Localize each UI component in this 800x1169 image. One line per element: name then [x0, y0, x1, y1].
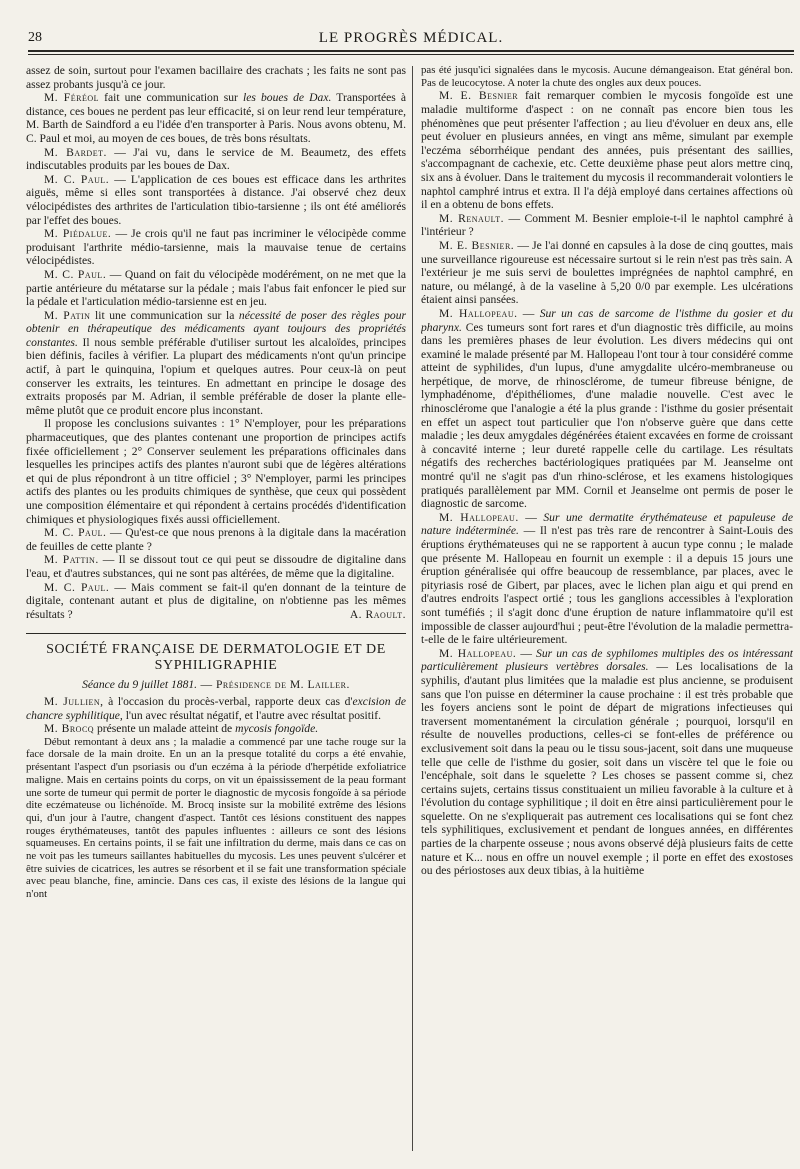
left-column [26, 64, 406, 1154]
speaker: M. E. Besnier. [439, 238, 515, 252]
session-line: Séance du 9 juillet 1881. — Présidence de M. Lailler. [82, 678, 350, 692]
speaker: M. E. Besnier [439, 89, 519, 103]
communication-title: les boues de Dax. [243, 91, 332, 105]
paragraph: M. C. Paul. — Quand on fait du vélocipède modérément, on ne met que la partie antérieure du métatarse sur la pédale ; mais l'abus fait enfoncer le pied sur la pédale et l'articulation médio-tarsienne est en jeu. [26, 267, 406, 309]
header-rule-thin [28, 54, 794, 55]
paragraph: pas été jusqu'ici signalées dans le mycosis. Aucune démangeaison. Etat général bon. Pas de leucocytose. A noter la chute des ongles aux deux pouces. [421, 64, 793, 89]
paragraph: M. Piédalue. — Je crois qu'il ne faut pas incriminer le vélocipède comme produisant l'arthrite médio-tarsienne, mais la mauvaise tenue de certains vélocipédistes. [26, 227, 406, 268]
journal-title: LE PROGRÈS MÉDICAL. [318, 30, 504, 46]
communication-title: Sur un cas de sarcome de l'isthme du gosier et du pharynx. [421, 306, 793, 334]
speaker: M. Piédalue. [44, 227, 112, 241]
paragraph: M. E. Besnier fait remarquer combien le mycosis fongoïde est une maladie multiforme d'aspect : on ne connaît pas encore bien tous les phénomènes que peut présenter l'affection ; au lieu d'évoluer en deux ans, elle peut évoluer en plusieurs années, en vingt ans même, simulant par exemple l'eczéma séborrhéique pendant des années, puis présentant des saillies, s'accompagnant de cachexie, etc. Cette deuxième phase peut alors mettre cinq, six ans à évoluer. Dans le traitement du mycosis il recommanderait volontiers le naphtol camphré intrus et extra. Il l'a déjà employé dans certaines affections où il en a obtenu de bons effets. [421, 89, 793, 212]
paragraph: M. E. Besnier. — Je l'ai donné en capsules à la dose de cinq gouttes, mais une surveillance rigoureuse est nécessaire surtout si le rein n'est pas très sain. A l'extérieur je me suis servi de boulettes imprégnées de naphtol camphré, en nature, ou mélangé, à de la vaseline à 5,20 0/0 par exemple. Les ulcérations étaient ainsi pansées. [421, 238, 793, 307]
section-title: SOCIÉTÉ FRANÇAISE DE DERMATOLOGIE ET DE SYPHILIGRAPHIE [46, 642, 386, 674]
paragraph: M. Féréol fait une communication sur les boues de Dax. Transportées à distance, ces boues ne perdent pas leur efficacité, si on leur rend leur température, M. Barth de Saindford a eu l'idée d'en transporter à Paris. Nous avons obtenu, M. C. Paul et moi, au moyen de ces boues, de très bons résultats. [26, 91, 406, 145]
communication-title: nécessité de poser des règles pour obtenir en thérapeutique des médicaments ayant toujours des propriétés constantes. [26, 308, 406, 349]
speaker: M. Patin [44, 308, 91, 322]
speaker: M. Brocq [44, 722, 95, 736]
speaker: M. Pattin. [44, 553, 99, 567]
speaker: M. C. Paul. [44, 267, 107, 281]
paragraph: M. Renault. — Comment M. Besnier emploie-t-il le naphtol camphré à l'intérieur ? [421, 211, 793, 239]
communication-title: Sur un cas de syphilomes multiples des os intéressant particulièrement plusieurs vertèbres dorsales. [421, 646, 793, 674]
paragraph: M. Hallopeau. — Sur un cas de sarcome de l'isthme du gosier et du pharynx. Ces tumeurs sont fort rares et d'un diagnostic très difficile, au moins dans les premières phases de leur évolution. Les divers médecins qui ont examiné le malade présenté par M. Hallopeau l'ont tour à tour considéré comme atteint de syphilides, d'un lupus, d'une amygdalite ulcéro-membraneuse ou herpétique, de morve, de rhinosclérome, de tumeur fibreuse bénigne, de lymphadénome, d'épithéliomes, d'une maladie nouvelle. C'est avec le rhinosclérome que l'analogie a été la plus grande : l'isthme du gosier présentait en effet un aspect tout particulier que l'on n'observe guère que dans cette maladie ; les deux amygdales dégénérées étaient excavées en forme de croissant à concavité interne ; leur dureté rappelle celle du cartilage. Les résultats négatifs des recherches bactériologiques pratiquées par M. Jeanselme ont montré qu'il ne s'agit pas d'un rhino-sclérose, et les examens histologiques pratiqués parallèlement par MM. Cornil et Jeanselme ont permis de poser le diagnostic de sarcome. [421, 306, 793, 511]
column-divider [412, 66, 413, 1151]
speaker: M. Hallopeau. [439, 646, 517, 660]
case-description: Début remontant à deux ans ; la maladie a commencé par une tache rouge sur la face dorsale de la main droite. En un an la presque totalité du corps a été envahie, présentant l'aspect d'un psoriasis ou d'un eczéma à la période d'herpétide exfoliatrice maligne. Mais en certains points du corps, on vit un épaississement de la peau formant une sorte de tumeur qui permit de porter le diagnostic de mycosis fongoïde à sa période dite eczémateuse ou lichénoïde. M. Brocq insiste sur la mobilité extrême des lésions qui, d'un jour à l'autre, changent d'aspect. Tantôt ces lésions constituent des nappes rouges érythémateuses, tantôt des papules influentes : ailleurs ce sont des lésions squameuses. En certains points, il se fait une infiltration du derme, mais dans ce cas on ne voit pas les tumeurs saillantes habituelles du mycosis. Les unes peuvent s'ulcérer et être suivies de cicatrices, les autres se résorbent et il se fait une transformation spéciale avec peau blanche, fine, amincie. Dans ces cas, il existe des lésions de la langue qui n'ont [26, 735, 406, 901]
right-column [421, 64, 793, 1154]
speaker: M. Renault. [439, 211, 505, 225]
speaker: M. Hallopeau. [439, 306, 518, 320]
paragraph: M. Pattin. — Il se dissout tout ce qui peut se dissoudre de digitaline dans l'eau, et d'autres substances, qui ne sont pas altérées, de même que la digitaline. [26, 553, 406, 580]
communication-title: mycosis fongoïde. [235, 722, 319, 736]
paragraph: M. Patin lit une communication sur la nécessité de poser des règles pour obtenir en thérapeutique des médicaments ayant toujours des propriétés constantes. Il nous semble préférable d'utiliser surtout les alcaloïdes, principes bien définis, faciles à vérifier. La plupart des médicaments n'ont qu'un principe actif, à part le quinquina, l'opium et quelques autres. Pour ceux-là on peut conserver les extraits, les teintures. En admettant en principe le dosage des extraits proposés par M. Adrian, il semble préférable de doser la plante elle-même plutôt que ce produit encore plus inconstant. [26, 308, 406, 417]
paragraph: assez de soin, surtout pour l'examen bacillaire des crachats ; les faits ne sont pas assez probants jusqu'à ce jour. [26, 64, 406, 91]
signature: A. Raoult. [349, 607, 406, 621]
paragraph: M. Hallopeau. — Sur une dermatite érythémateuse et papuleuse de nature indéterminée. — Il n'est pas très rare de rencontrer à Saint-Louis des éruptions érythémateuses qui ne se rapportent à aucun type connu ; le malade que présente M. Hallopeau en fournit un exemple : il a depuis 15 jours une éruption généralisée qui offre beaucoup de ressemblance, par places, avec le pityriasis rosé de Gibert, par places, avec le lichen plan aigu et qui prend en d'autres endroits l'aspect ortié ; tous les ganglions accessibles à l'exploration sont tuméfiés ; il s'agit donc d'une éruption de nature inflammatoire qu'il est impossible de classer aujourd'hui ; peut-être l'évolution de la maladie permettra-t-elle de le faire ultérieurement. [421, 510, 793, 647]
paragraph: M. Hallopeau. — Sur un cas de syphilomes multiples des os intéressant particulièrement plusieurs vertèbres dorsales. — Les localisations de la syphilis, d'autant plus limitées que la maladie est plus ancienne, se produisent sans que l'on puisse en déterminer la cause prochaine : il est très probable que les foyers anciens sont le point de départ de migrations infectieuses qui traversent momentanément la circulation générale ; pourquoi, lorsqu'il en résulte de nouvelles productions, celles-ci se font-elles de préférence ou exclusivement soit dans la peau ou le tissu sous-jacent, soit dans une muqueuse telle que celle de l'isthme du gosier, soit dans un viscère tel que le foie ou l'encéphale, soit dans le squelette ? Les choses se passent comme si, chez certains sujets, certains tissus constituaient un milieu favorable à la culture et à l'évolution du contage syphilitique ; il doit en être ainsi particulièrement pour le squelette. On ne s'expliquerait pas autrement ces localisations qui se font chez tels syphilitiques, exclusivement et pendant de longues années, en différentes parties de la charpente osseuse ; nous avons observé déjà plusieurs faits de cette nature et K... nous en offre un nouvel exemple ; il porte en effet des exostoses ou des périostoses aux deux tibias, à la huitième [421, 646, 793, 878]
speaker: M. C. Paul. [44, 526, 107, 540]
communication-title: excision de chancre syphilitique, [26, 694, 406, 722]
running-header [28, 30, 794, 50]
speaker: M. Jullien, [44, 694, 104, 708]
paragraph: M. Bardet. — J'ai vu, dans le service de M. Beaumetz, des effets indiscutables produits par les boues de Dax. [26, 145, 406, 173]
speaker: M. Bardet. [44, 145, 107, 159]
paragraph: M. C. Paul. — Qu'est-ce que nous prenons à la digitale dans la macération de feuilles de cette plante ? [26, 526, 406, 553]
paragraph: M. C. Paul. — L'application de ces boues est efficace dans les arthrites aiguës, même si elles sont transportées à distance. J'ai observé chez deux vélocipédistes des arthrites de l'articulation tibio-tarsienne ; ils ont été améliorés par l'effet des boues. [26, 172, 406, 227]
paragraph: M. Jullien, à l'occasion du procès-verbal, rapporte deux cas d'excision de chancre syphilitique, l'un avec résultat négatif, et l'autre avec résultat positif. [26, 694, 406, 722]
page-number: 28 [28, 30, 42, 45]
paragraph: M. Brocq présente un malade atteint de mycosis fongoïde. [44, 722, 319, 736]
section-rule [26, 633, 406, 634]
speaker: M. C. Paul. [44, 580, 110, 594]
speaker: M. Féréol [44, 91, 100, 105]
paragraph: Il propose les conclusions suivantes : 1° N'employer, pour les préparations pharmaceutiques, que des plantes contenant une proportion de principes actifs fixée officiellement ; 2° Conserver seulement les préparations officinales dans lesquelles les principes actifs des plantes n'auront subi que de légères altérations et qui de plus répondront à un titre officiel ; 3° N'employer, parmi les principes actifs des plantes ou les produits chimiques de synthèse, que ceux qui possèdent une composition élémentaire et qui répondent à certains procédés d'identification chimiques et physiologiques fixés aussi officiellement. [26, 417, 406, 526]
header-rule [28, 50, 794, 52]
paragraph: M. C. Paul. — Mais comment se fait-il qu'en donnant de la teinture de digitale, contenant autant et plus de digitaline, on n'obtienne pas les mêmes résultats ? A. Raoult. [26, 580, 406, 621]
speaker: M. C. Paul. [44, 172, 110, 186]
speaker: M. Hallopeau. [439, 510, 519, 524]
communication-title: Sur une dermatite érythémateuse et papuleuse de nature indéterminée. [421, 510, 793, 538]
